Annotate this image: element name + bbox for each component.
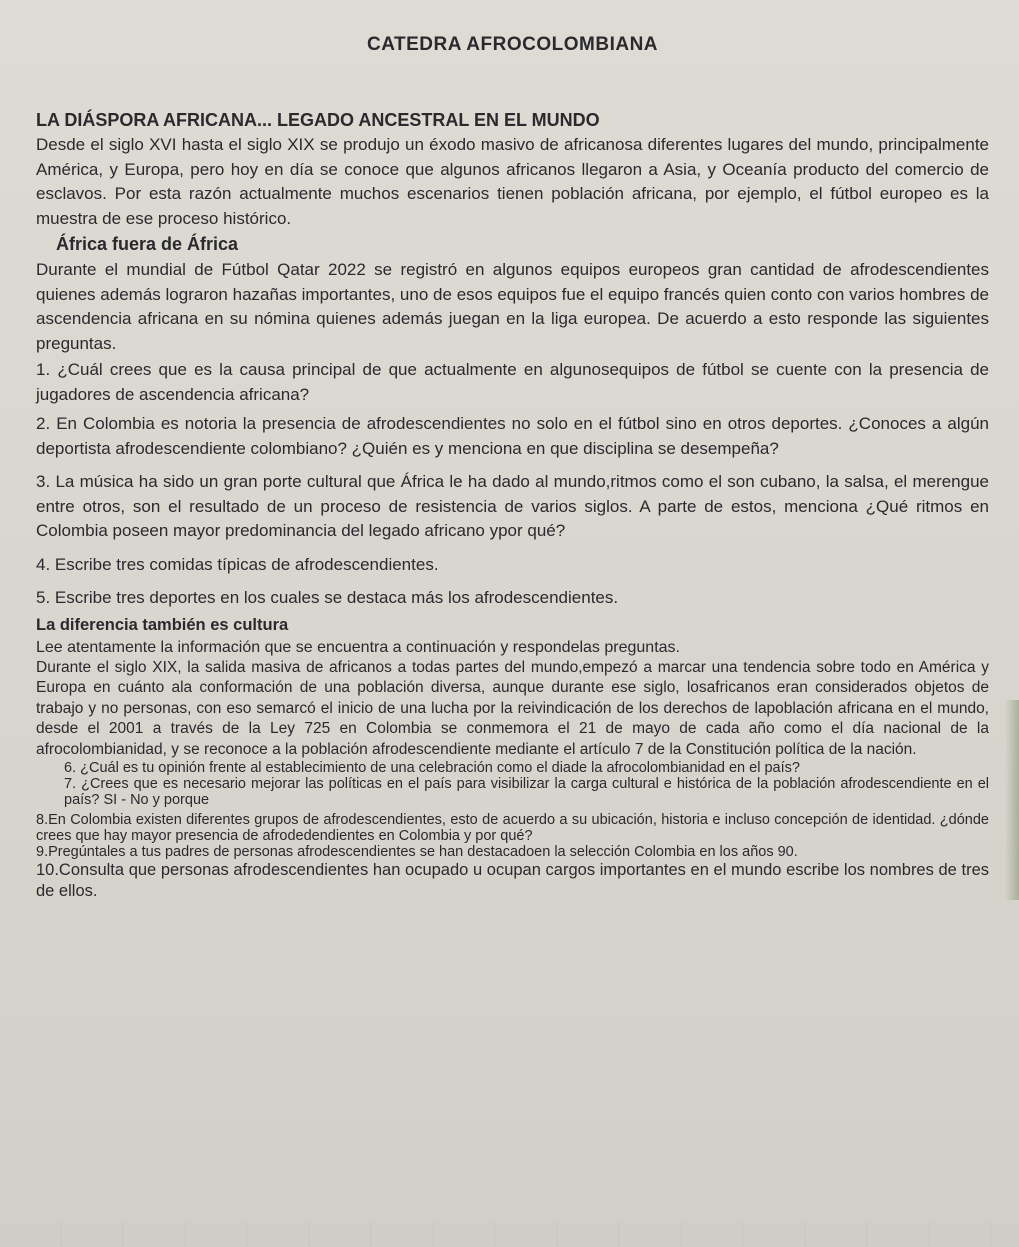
question-item: 4. Escribe tres comidas típicas de afrodescendientes. [36, 554, 439, 574]
question-item: 10.Consulta que personas afrodescendientes han ocupado u ocupan cargos importantes en el mundo escribe los nombres de tres de ellos. [36, 861, 989, 900]
section-paragraph: Durante el siglo XIX, la salida masiva de africanos a todas partes del mundo,empezó a marcar una tendencia sobre todo en América y Europa en cuánto ala conformación de una población diversa, aunque durante ese siglo, losafricanos eran considerados objetos de trabajo y no personas, con eso semarcó el inicio de una lucha por la reivindicación de los derechos de lapoblación africana en el mundo, desde el 2001 a través de la Ley 725 en Colombia se conmemora el 21 de mayo de cada año como el día nacional de la afrocolombianidad, y se reconoce a la población afrodescendiente mediante el artículo 7 de la Constitución política de la nación. [36, 658, 989, 758]
section-africa-fuera [36, 234, 989, 611]
section-heading: La diferencia también es cultura [36, 615, 289, 634]
question-item: 1. ¿Cuál crees que es la causa principal de que actualmente en algunosequipos de fútbol se cuente con la presencia de jugadores de ascendencia africana? [36, 360, 989, 404]
section-heading: LA DIÁSPORA AFRICANA... LEGADO ANCESTRAL EN EL MUNDO [36, 110, 600, 130]
page-bottom-texture [0, 1223, 1019, 1247]
question-item: 3. La música ha sido un gran porte cultural que África le ha dado al mundo,ritmos como el son cubano, la salsa, el merengue entre otros, son el resultado de un proceso de resistencia de varios siglos. A parte de estos, menciona ¿Qué ritmos en Colombia poseen mayor predominancia del legado africano ypor qué? [36, 472, 989, 540]
section-intro: Lee atentamente la información que se encuentra a continuación y respondelas preguntas. [36, 638, 680, 656]
question-item: 5. Escribe tres deportes en los cuales se destaca más los afrodescendientes. [36, 588, 619, 607]
question-item: 7. ¿Crees que es necesario mejorar las políticas en el país para visibilizar la carga cultural e histórica de la población afrodescendiente en el país? SI - No y porque [64, 776, 989, 808]
document-title: CATEDRA AFROCOLOMBIANA [366, 34, 659, 55]
section-diaspora [36, 110, 989, 231]
question-item: 2. En Colombia es notoria la presencia de afrodescendientes no solo en el fútbol sino en otros deportes. ¿Conoces a algún deportista afrodescendiente colombiano? ¿Quién es y menciona en que disciplina se desempeña? [36, 414, 989, 458]
question-item: 8.En Colombia existen diferentes grupos de afrodescendientes, esto de acuerdo a su ubicación, historia e incluso concepción de identidad. ¿dónde crees que hay mayor presencia de afrodedendientes en Colombia y por qué? [36, 812, 989, 844]
question-item: 9.Pregúntales a tus padres de personas afrodescendientes se han destacadoen la selección Colombia en los años 90. [36, 844, 798, 860]
section-paragraph: Desde el siglo XVI hasta el siglo XIX se produjo un éxodo masivo de africanosa diferentes lugares del mundo, principalmente América, y Europa, pero hoy en día se conoce que algunos africanos llegaron a Asia, y Oceanía producto del comercio de esclavos. Por esta razón actualmente muchos escenarios tienen población africana, por ejemplo, el fútbol europeo es la muestra de ese proceso histórico. [36, 135, 989, 228]
section-paragraph: Durante el mundial de Fútbol Qatar 2022 se registró en algunos equipos europeos gran cantidad de afrodescendientes quienes además lograron hazañas importantes, uno de esos equipos fue el equipo francés quien conto con varios hombres de ascendencia africana en su nómina quienes además juegan en la liga europea. De acuerdo a esto responde las siguientes preguntas. [36, 260, 989, 353]
question-item: 6. ¿Cuál es tu opinión frente al establecimiento de una celebración como el diade la afrocolombianidad en el país? [64, 760, 800, 776]
section-diferencia-cultura [36, 616, 989, 903]
page-edge-shadow [1005, 700, 1019, 900]
section-heading: África fuera de África [56, 234, 239, 254]
